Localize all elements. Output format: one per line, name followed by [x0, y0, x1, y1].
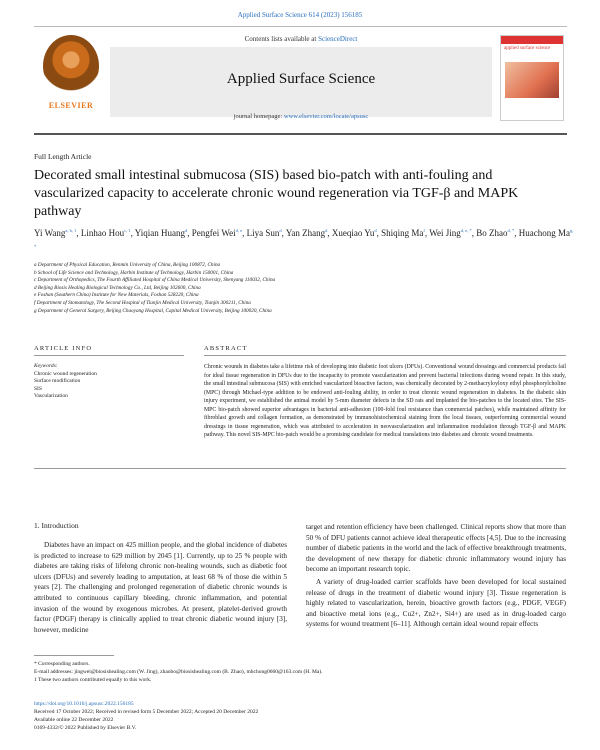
- author-affiliation-marker[interactable]: d, e, *: [460, 228, 472, 233]
- author-name[interactable]: Wei Jing: [429, 228, 461, 238]
- contents-line: Contents lists available at ScienceDirect: [244, 35, 358, 43]
- journal-homepage: journal homepage: www.elsevier.com/locate/apsusc: [233, 113, 369, 120]
- author-name[interactable]: Liya Sun: [246, 228, 280, 238]
- author-list: Yi Wang$^{a, b, 1}$, Linhao Hou$^{c, 1}$, Yiqian Huang$^d$, Pengfei Wei$^{d, e}$, Liya Sun$^d$, Yan Zhang$^d$, Xueqiao Yu$^d$, Shiqing Ma$^f$, Wei Jing$^{d, e, *}$, Bo Zhao$^{d, *}$, Huachong $Ma^{g, *}$: [34, 228, 574, 249]
- abstract-heading: ABSTRACT: [204, 345, 248, 352]
- author-affiliation-marker[interactable]: d: [325, 228, 328, 233]
- affiliation-item: b School of Life Science and Technology, Harbin Institute of Technology, Harbin 150001, China: [34, 269, 234, 276]
- affiliation-item: e Foshan (Southern China) Institute for New Materials, Foshan 528220, China: [34, 292, 199, 299]
- journal-cover-thumbnail[interactable]: [500, 35, 564, 121]
- footnotes: [34, 660, 534, 684]
- article-title: Decorated small intestinal submucosa (SIS) based bio-patch with anti-fouling and vascularized capacity to accelerate chronic wound regeneration via TGF-β and MAPK pathway: [34, 168, 519, 219]
- author-name[interactable]: Yan Zhang: [285, 228, 326, 238]
- abstract-text: Chronic wounds in diabetes take a lifetime risk of developing into diabetic foot ulcers (DFUs). Conventional wound dressings and commercial products fail for ideal tissue regeneration in DFUs due to the incapacity to promote vascularization and prevent bacterial infections during wound repair. In this study, the small intestinal submucosa (SIS) with enriched vascularized bioactive factors, was chemically decorated by 2-methacryloyloxy ethyl phosphorylcholine (MPC) through Michael-type addition to be endowed anti-fouling ability, in order to treat chronic wound regeneration in diabetes. In the diabetic skin injury experiment, we established the animal model by 5-mm diameter defects in the SD rats and implanted the bio-patches to the located sites. The SIS-MPC bio-patch showed superior advantages in bacterial anti-adhesion (100-fold foul resistance than commercial patches), while maintained affinity for fibroblast growth and collagen formation, as demonstrated by immunohistochemical staining from the local tissues, outperforming commercial wound dressings in tissue regeneration, which was attributed to acceleration in neovascularization and inflammation modulation through TGF-β and MAPK pathway. This novel SIS-MPC bio-patch would be a promising candidate for medical translations into diabetes and chronic wound treatments.: [204, 364, 566, 438]
- author-affiliation-marker[interactable]: c, 1: [124, 228, 131, 233]
- author-name[interactable]: Shiqing Ma: [381, 228, 424, 238]
- divider: [34, 468, 566, 469]
- keyword-item: Chronic wound regeneration: [34, 371, 97, 377]
- journal-reference[interactable]: Applied Surface Science 614 (2023) 156185: [237, 11, 363, 19]
- author-name[interactable]: Bo Zhao: [476, 228, 508, 238]
- keyword-item: Surface modification: [34, 378, 81, 385]
- author-affiliation-marker[interactable]: d, e: [235, 228, 243, 233]
- elsevier-tree-icon: [43, 35, 99, 97]
- intro-paragraph: target and retention efficiency have been challenged. Clinical reports show that more than 50 % of DFU patients cannot achieve ideal therapeutic effects [4,5]. Due to the increasing number of diabetic patients in the world and the lack of effective breakthrough treatments, the development of new therapy for diabetic chronic inflammatory wound injury has become an important research topic.: [306, 523, 566, 574]
- cover-title: applied surface science: [504, 46, 551, 51]
- journal-name: Applied Surface Science: [226, 71, 376, 87]
- footnote-corresponding: * Corresponding authors.: [34, 661, 90, 667]
- elsevier-wordmark: ELSEVIER: [48, 101, 94, 110]
- author-affiliation-marker[interactable]: d: [279, 228, 282, 233]
- author-affiliation-marker[interactable]: d, *: [507, 228, 515, 233]
- author-name[interactable]: Linhao Hou: [80, 228, 125, 238]
- affiliation-item: c Department of Orthopedics, The Fourth Affiliated Hospital of China Medical University, Shenyang 110032, China: [34, 277, 276, 284]
- elsevier-logo[interactable]: [40, 35, 102, 119]
- footnote-emails[interactable]: E-mail addresses: jingwei@biosishealing.com (W. Jing), zhaobo@biosishealing.com (B. Zhao), mhchong0660@163.com (H. Ma).: [34, 669, 323, 675]
- keywords-label: Keywords:: [34, 363, 58, 369]
- cover-image: [505, 62, 559, 98]
- history-dates: Received 17 October 2022; Received in revised form 5 December 2022; Accepted 20 December 2022: [34, 709, 259, 715]
- divider: [204, 355, 566, 356]
- doi-link[interactable]: https://doi.org/10.1016/j.apsusc.2022.156185: [34, 701, 134, 707]
- sciencedirect-link[interactable]: ScienceDirect: [318, 35, 358, 43]
- keywords-list: [34, 371, 97, 401]
- journal-header: [34, 26, 567, 135]
- author-name[interactable]: Huachong Ma: [518, 228, 570, 238]
- affiliation-item: f Department of Stomatology, The Second Hospital of Tianjin Medical University, Tianjin 300211, China: [34, 299, 251, 306]
- author-name[interactable]: Pengfei Wei: [191, 228, 236, 238]
- divider: [34, 355, 184, 356]
- intro-paragraph: A variety of drug-loaded carrier scaffolds have been developed for local sustained release of drugs in the treatment of diabetic wound injury [3]. Tissue regeneration is highly related to vascularization, herein, bioactive growth factors (e.g., PDGF, VEGF) and bioactive metal ions (e.g., Cu2+, Zn2+, Si4+) are used as in drug-loaded cargo systems for wound treatment [6–11]. Although certain ideal wound repair effects: [306, 577, 566, 629]
- author-name[interactable]: Yi Wang: [34, 228, 66, 238]
- intro-column-right: [306, 522, 566, 630]
- intro-paragraph-left: Diabetes have an impact on 425 million people, and the global incidence of diabetes is predicted to increase to 629 million by 2045 [1]. Currently, up to 25 % people with diabetes are taking risks of lifelong chronic non-healing wounds, such as diabetic foot ulcers (DFUs) and severely leading to amputation, at least 68 % of those die within 5 years [2]. The challenging and prolonged regeneration of diabetic chronic wounds is attributed to continuous capillary bleeding, chronic inflammation, and potential invasion of the wound by exogenous microbes. At present, platelet-derived growth factor (PDGF) therapy is clinically applied to treat chronic diabetic wound injury [3], however, medicine: [34, 541, 287, 634]
- affiliation-item: g Department of General Surgery, Beijing Chaoyang Hospital, Capital Medical University, Beijing 100020, China: [34, 307, 272, 314]
- article-type: Full Length Article: [34, 152, 92, 161]
- article-info-heading: ARTICLE INFO: [34, 345, 93, 352]
- footnote-equal-contribution: 1 These two authors contributed equally to this work.: [34, 677, 152, 683]
- online-date: Available online 22 December 2022: [34, 717, 114, 723]
- copyright: 0169-4332/© 2022 Published by Elsevier B.V.: [34, 725, 137, 731]
- section-heading-introduction: 1. Introduction: [34, 521, 79, 530]
- author-affiliation-marker[interactable]: a, b, 1: [65, 228, 77, 233]
- footnote-divider: [34, 655, 114, 656]
- author-name[interactable]: Xueqiao Yu: [331, 228, 375, 238]
- author-affiliation-marker[interactable]: f: [423, 228, 425, 233]
- affiliation-item: d Beijing Biosis Healing Biological Technology Co., Ltd, Beijing 102600, China: [34, 284, 201, 291]
- article-footer: [34, 700, 534, 732]
- author-affiliation-marker[interactable]: d: [374, 228, 377, 233]
- author-affiliation-marker[interactable]: g, *: [34, 228, 574, 249]
- affiliation-item: a Department of Physical Education, Renmin University of China, Beijing 100872, China: [34, 262, 221, 268]
- keyword-item: SIS: [34, 385, 42, 392]
- affiliations: [34, 262, 574, 315]
- author-affiliation-marker[interactable]: d: [185, 228, 188, 233]
- homepage-link[interactable]: www.elsevier.com/locate/apsusc: [283, 113, 369, 120]
- keyword-item: Vascularization: [34, 393, 68, 400]
- author-name[interactable]: Yiqian Huang: [134, 228, 186, 238]
